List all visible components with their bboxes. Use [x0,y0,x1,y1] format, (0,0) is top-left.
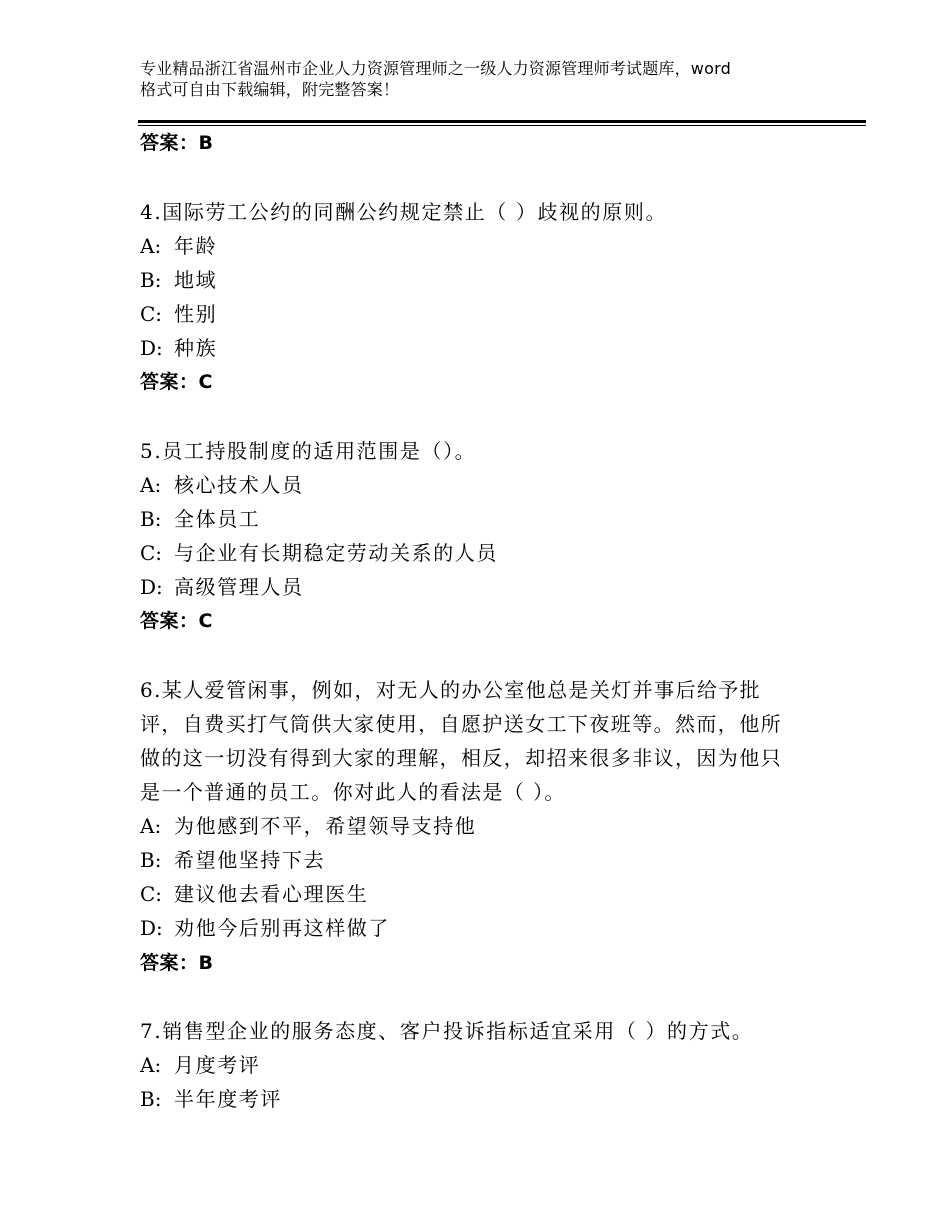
option-text: 希望他坚持下去 [174,848,326,872]
option-label: A: [140,1053,162,1077]
question-7-option-a [140,1052,260,1078]
question-4-option-c [140,301,217,327]
option-text: 建议他去看心理医生 [174,882,369,906]
option-label: D: [140,575,163,599]
header-line-1: 专业精品浙江省温州市企业人力资源管理师之一级人力资源管理师考试题库，word [140,59,731,78]
question-5-option-d [140,574,304,600]
answer-q6: 答案：B [140,952,214,974]
question-7-stem: 7.销售型企业的服务态度、客户投诉指标适宜采用（ ）的方式。 [140,1019,754,1043]
question-5-option-a [140,472,304,498]
question-4-option-b [140,267,217,293]
option-text: 性别 [174,302,218,326]
question-6-option-d [140,915,390,941]
document-header [140,58,830,100]
header-rule-thick [138,120,866,123]
question-6-stem-line-2: 评，自费买打气筒供大家使用，自愿护送女工下夜班等。然而，他所 [140,712,782,736]
question-4-stem: 4.国际劳工公约的同酬公约规定禁止（ ）歧视的原则。 [140,200,668,224]
option-text: 种族 [174,336,218,360]
question-6-option-a [140,813,476,839]
question-7-option-b [140,1086,282,1112]
option-label: A: [140,234,162,258]
answer-q5: 答案：C [140,610,213,632]
option-text: 地域 [174,268,218,292]
option-label: A: [140,814,162,838]
option-label: C: [140,541,163,565]
option-text: 劝他今后别再这样做了 [174,916,390,940]
answer-q3: 答案：B [140,132,214,154]
option-text: 与企业有长期稳定劳动关系的人员 [174,541,498,565]
question-5-option-b [140,506,260,532]
option-text: 全体员工 [174,507,261,531]
question-6-option-b [140,847,325,873]
question-6-option-c [140,881,368,907]
option-label: B: [140,848,162,872]
option-label: B: [140,1087,162,1111]
option-label: B: [140,507,162,531]
option-text: 核心技术人员 [174,473,304,497]
option-text: 高级管理人员 [174,575,304,599]
question-4-option-d [140,335,217,361]
option-text: 为他感到不平，希望领导支持他 [174,814,477,838]
question-6-stem-line-4: 是一个普通的员工。你对此人的看法是（ ）。 [140,780,566,804]
header-rule-thin [138,125,866,126]
option-text: 月度考评 [174,1053,261,1077]
question-5-option-c [140,540,498,566]
question-6-stem-line-1: 6.某人爱管闲事，例如，对无人的办公室他总是关灯并事后给予批 [140,678,762,702]
option-label: C: [140,882,163,906]
option-label: D: [140,336,163,360]
question-6-stem-line-3: 做的这一切没有得到大家的理解，相反，却招来很多非议，因为他只 [140,746,782,770]
header-line-2: 格式可自由下载编辑，附完整答案！ [140,80,400,99]
question-5-stem: 5.员工持股制度的适用范围是（）。 [140,439,477,463]
option-label: A: [140,473,162,497]
option-text: 半年度考评 [174,1087,282,1111]
option-label: D: [140,916,163,940]
question-4-option-a [140,233,217,259]
option-label: C: [140,302,163,326]
option-label: B: [140,268,162,292]
option-text: 年龄 [174,234,218,258]
answer-q4: 答案：C [140,371,213,393]
